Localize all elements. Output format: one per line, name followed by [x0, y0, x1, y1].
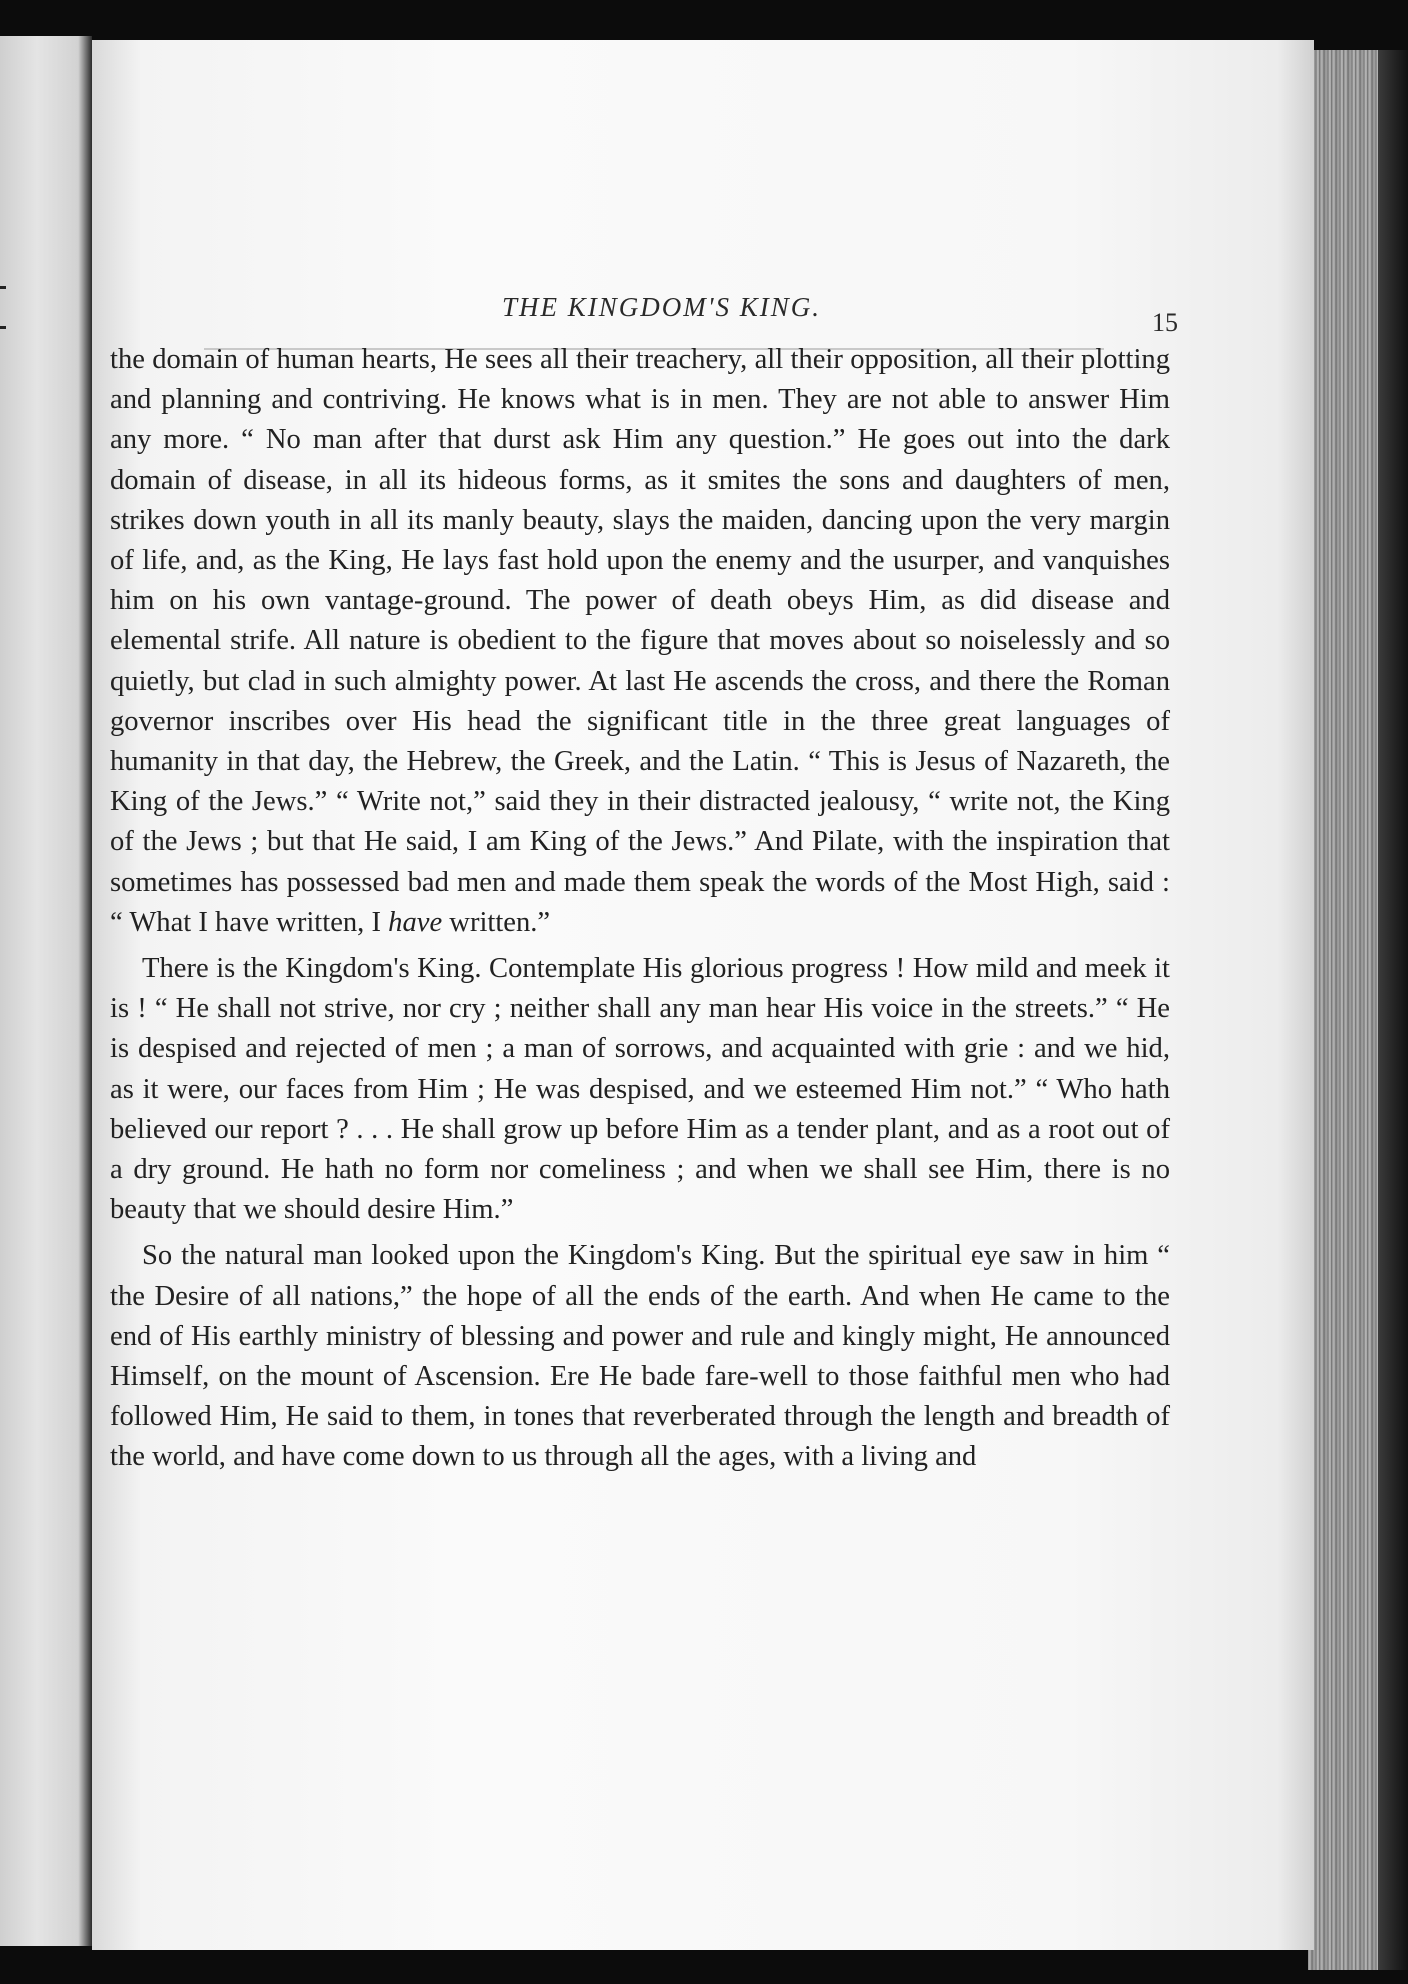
- emphasis-have: have: [388, 906, 443, 938]
- page-number: 15: [1152, 308, 1178, 337]
- paragraph-1: [110, 340, 1170, 943]
- book-page-edges: [1308, 50, 1408, 1970]
- paragraph-1-text: the domain of human hearts, He sees all their treachery, all their opposition, all their plotting and planning and contriving. He knows what is in men. They are not able to answer Him any more. “ No man after that durst ask Him any question.” He goes out into the dark domain of disease, in all its hideous forms, as it smites the sons and daughters of men, strikes down youth in all its manly beauty, slays the maiden, dancing upon the very margin of life, and, as the King, He lays fast hold upon the enemy and the usurper, and vanquishes him on his own vantage-ground. The power of death obeys Him, as did disease and elemental strife. All nature is obedient to the figure that moves about so noiselessly and so quietly, but clad in such almighty power. At last He ascends the cross, and there the Roman governor inscribes over His head the significant title in the three great languages of humanity in that day, the Hebrew, the Greek, and the Latin. “ This is Jesus of Nazareth, the King of the Jews.” “ Write not,” said they in their distracted jealousy, “ write not, the King of the Jews ; but that He said, I am King of the Jews.” And Pilate, with the inspiration that sometimes has possessed bad men and made them speak the words of the Most High, said : “ What I have written, I: [110, 344, 1170, 938]
- running-head: THE KINGDOM'S KING.: [502, 292, 822, 322]
- paragraph-1-end: written.”: [442, 906, 551, 938]
- body-text: [110, 340, 1170, 1478]
- page-header: [92, 252, 1314, 337]
- paragraph-2: There is the Kingdom's King. Contemplate His glorious progress ! How mild and meek it is ! “ He shall not strive, nor cry ; neither shall any man hear His voice in the streets.” “ He is despised and rejected of men ; a man of sorrows, and acquainted with grie : and we hid, as it were, our faces from Him ; He was despised, and we esteemed Him not.” “ Who hath believed our report ? . . . He shall grow up before Him as a tender plant, and as a root out of a dry ground. He hath no form nor comeliness ; and when we shall see Him, there is no beauty that we should desire Him.”: [110, 953, 1170, 1226]
- paragraph-3: So the natural man looked upon the Kingdom's King. But the spiritual eye saw in him “ the Desire of all nations,” the hope of all the ends of the earth. And when He came to the end of His earthly ministry of blessing and power and rule and kingly might, He announced Himself, on the mount of Ascension. Ere He bade fare-well to those faithful men who had followed Him, He said to them, in tones that reverberated through the length and breadth of the world, and have come down to us through all the ages, with a living and: [110, 1240, 1170, 1473]
- page-mark: [0, 286, 6, 289]
- page-mark: [0, 326, 6, 329]
- facing-page-edge: [0, 36, 92, 1946]
